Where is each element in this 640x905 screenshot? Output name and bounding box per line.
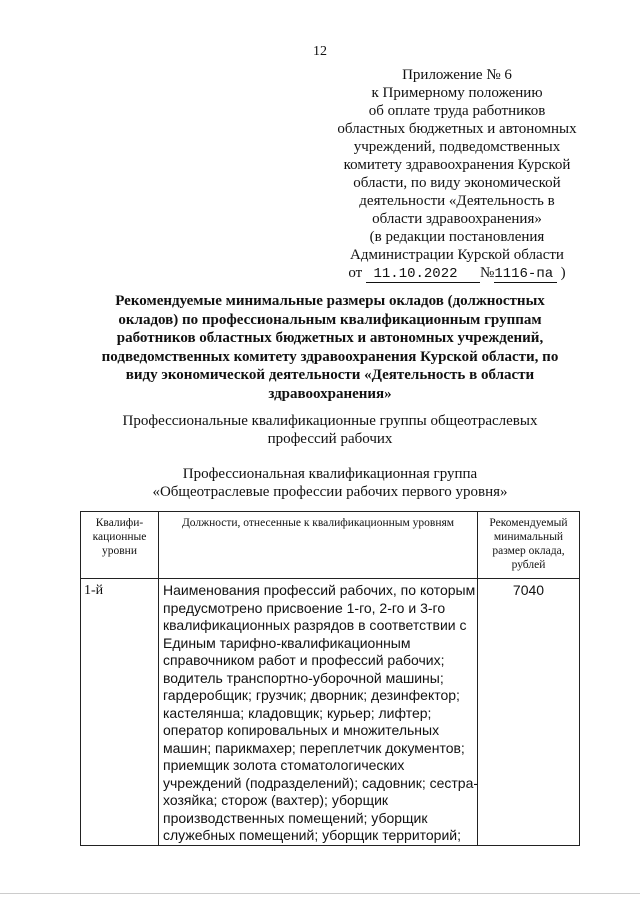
cell-level: 1-й <box>81 579 159 846</box>
appendix-line: учреждений, подведомственных <box>353 139 561 155</box>
title-line: окладов) по профессиональным квалификационным группам <box>118 311 542 328</box>
position-line: квалификационных разрядов в соответствии с <box>163 617 467 633</box>
cell-positions <box>159 579 478 846</box>
page-number: 12 <box>313 44 327 59</box>
number-field <box>494 265 557 283</box>
header-level-line: Квалифи- <box>95 517 144 529</box>
position-line: машин; парикмахер; переплетчик документов; <box>163 739 465 756</box>
position-line: оператор копировальных и множительных <box>163 722 440 738</box>
salary-table <box>80 511 580 846</box>
position-line: производственных помещений; уборщик <box>163 809 428 826</box>
cell-salary: 7040 <box>478 579 580 846</box>
position-line: учреждений (подразделений); садовник; сестра- <box>163 774 479 791</box>
scan-edge-divider <box>0 893 640 894</box>
appendix-line: области здравоохранения» <box>372 211 542 227</box>
position-line: гардеробщик; грузчик; дворник; дезинфектор; <box>163 687 460 703</box>
position-line: служебных помещений; уборщик территорий; <box>163 827 461 843</box>
position-line: хозяйка; сторож (вахтер); уборщик <box>163 792 389 808</box>
position-line: приемщик золота стоматологических <box>163 757 405 773</box>
header-positions <box>159 512 478 579</box>
group-line: Профессиональная квалификационная группа <box>182 466 478 482</box>
header-level-line: кационные <box>92 531 147 543</box>
title-line: здравоохранения» <box>268 385 392 402</box>
appendix-line: к Примерному положению <box>371 85 543 101</box>
appendix-line: Администрации Курской области <box>350 247 564 263</box>
header-salary-line: рублей <box>511 559 546 571</box>
header-salary <box>478 512 580 579</box>
header-salary-line: Рекомендуемый <box>489 517 568 529</box>
appendix-line: об оплате труда работников <box>368 103 546 119</box>
title-line: работников областных бюджетных и автономных учреждений, <box>116 330 544 346</box>
group-heading <box>100 465 560 501</box>
resolution-reference <box>322 264 592 283</box>
header-salary-line: минимальный <box>493 531 564 543</box>
position-line: водитель транспортно-уборочной машины; <box>163 669 444 686</box>
appendix-line: деятельности «Деятельность в <box>359 193 555 209</box>
resolution-number: 1116-па <box>494 266 554 282</box>
header-level <box>81 512 159 579</box>
position-line: справочником работ и профессий рабочих; <box>163 652 445 668</box>
table-header-row <box>81 512 580 579</box>
closing-paren: ) <box>560 265 566 281</box>
date-prefix: от <box>348 265 363 281</box>
document-title <box>100 292 560 403</box>
title-line: Рекомендуемые минимальные размеры окладов (должностных <box>115 293 545 309</box>
appendix-line: комитету здравоохранения Курской <box>343 157 571 173</box>
position-line: Наименования профессий рабочих, по которым <box>163 582 476 598</box>
table-row <box>81 579 580 846</box>
appendix-header <box>322 66 592 283</box>
section-line: профессий рабочих <box>267 431 393 447</box>
position-line: предусмотрено присвоение 1-го, 2-го и 3-го <box>163 599 446 616</box>
title-line: подведомственных комитету здравоохранения Курской области, по <box>101 348 559 365</box>
appendix-line: (в редакции постановления <box>369 229 545 245</box>
header-level-line: уровни <box>102 545 137 557</box>
section-line: Профессиональные квалификационные группы общеотраслевых <box>122 413 538 429</box>
date-field <box>366 265 480 283</box>
resolution-date: 11.10.2022 <box>373 266 458 282</box>
appendix-line: области, по виду экономической <box>353 175 561 191</box>
section-heading <box>100 412 560 448</box>
position-line: Единым тарифно-квалификационным <box>163 634 411 651</box>
header-salary-line: размер оклада, <box>492 545 565 557</box>
number-prefix: № <box>480 265 495 281</box>
header-positions-line: Должности, отнесенные к квалификационным уровням <box>181 517 455 529</box>
group-line: «Общеотраслевые профессии рабочих первого уровня» <box>152 484 508 500</box>
position-line: кастелянша; кладовщик; курьер; лифтер; <box>163 704 432 721</box>
appendix-line: Приложение № 6 <box>402 67 512 83</box>
title-line: виду экономической деятельности «Деятельность в области <box>125 367 535 383</box>
appendix-line: областных бюджетных и автономных <box>337 121 577 137</box>
